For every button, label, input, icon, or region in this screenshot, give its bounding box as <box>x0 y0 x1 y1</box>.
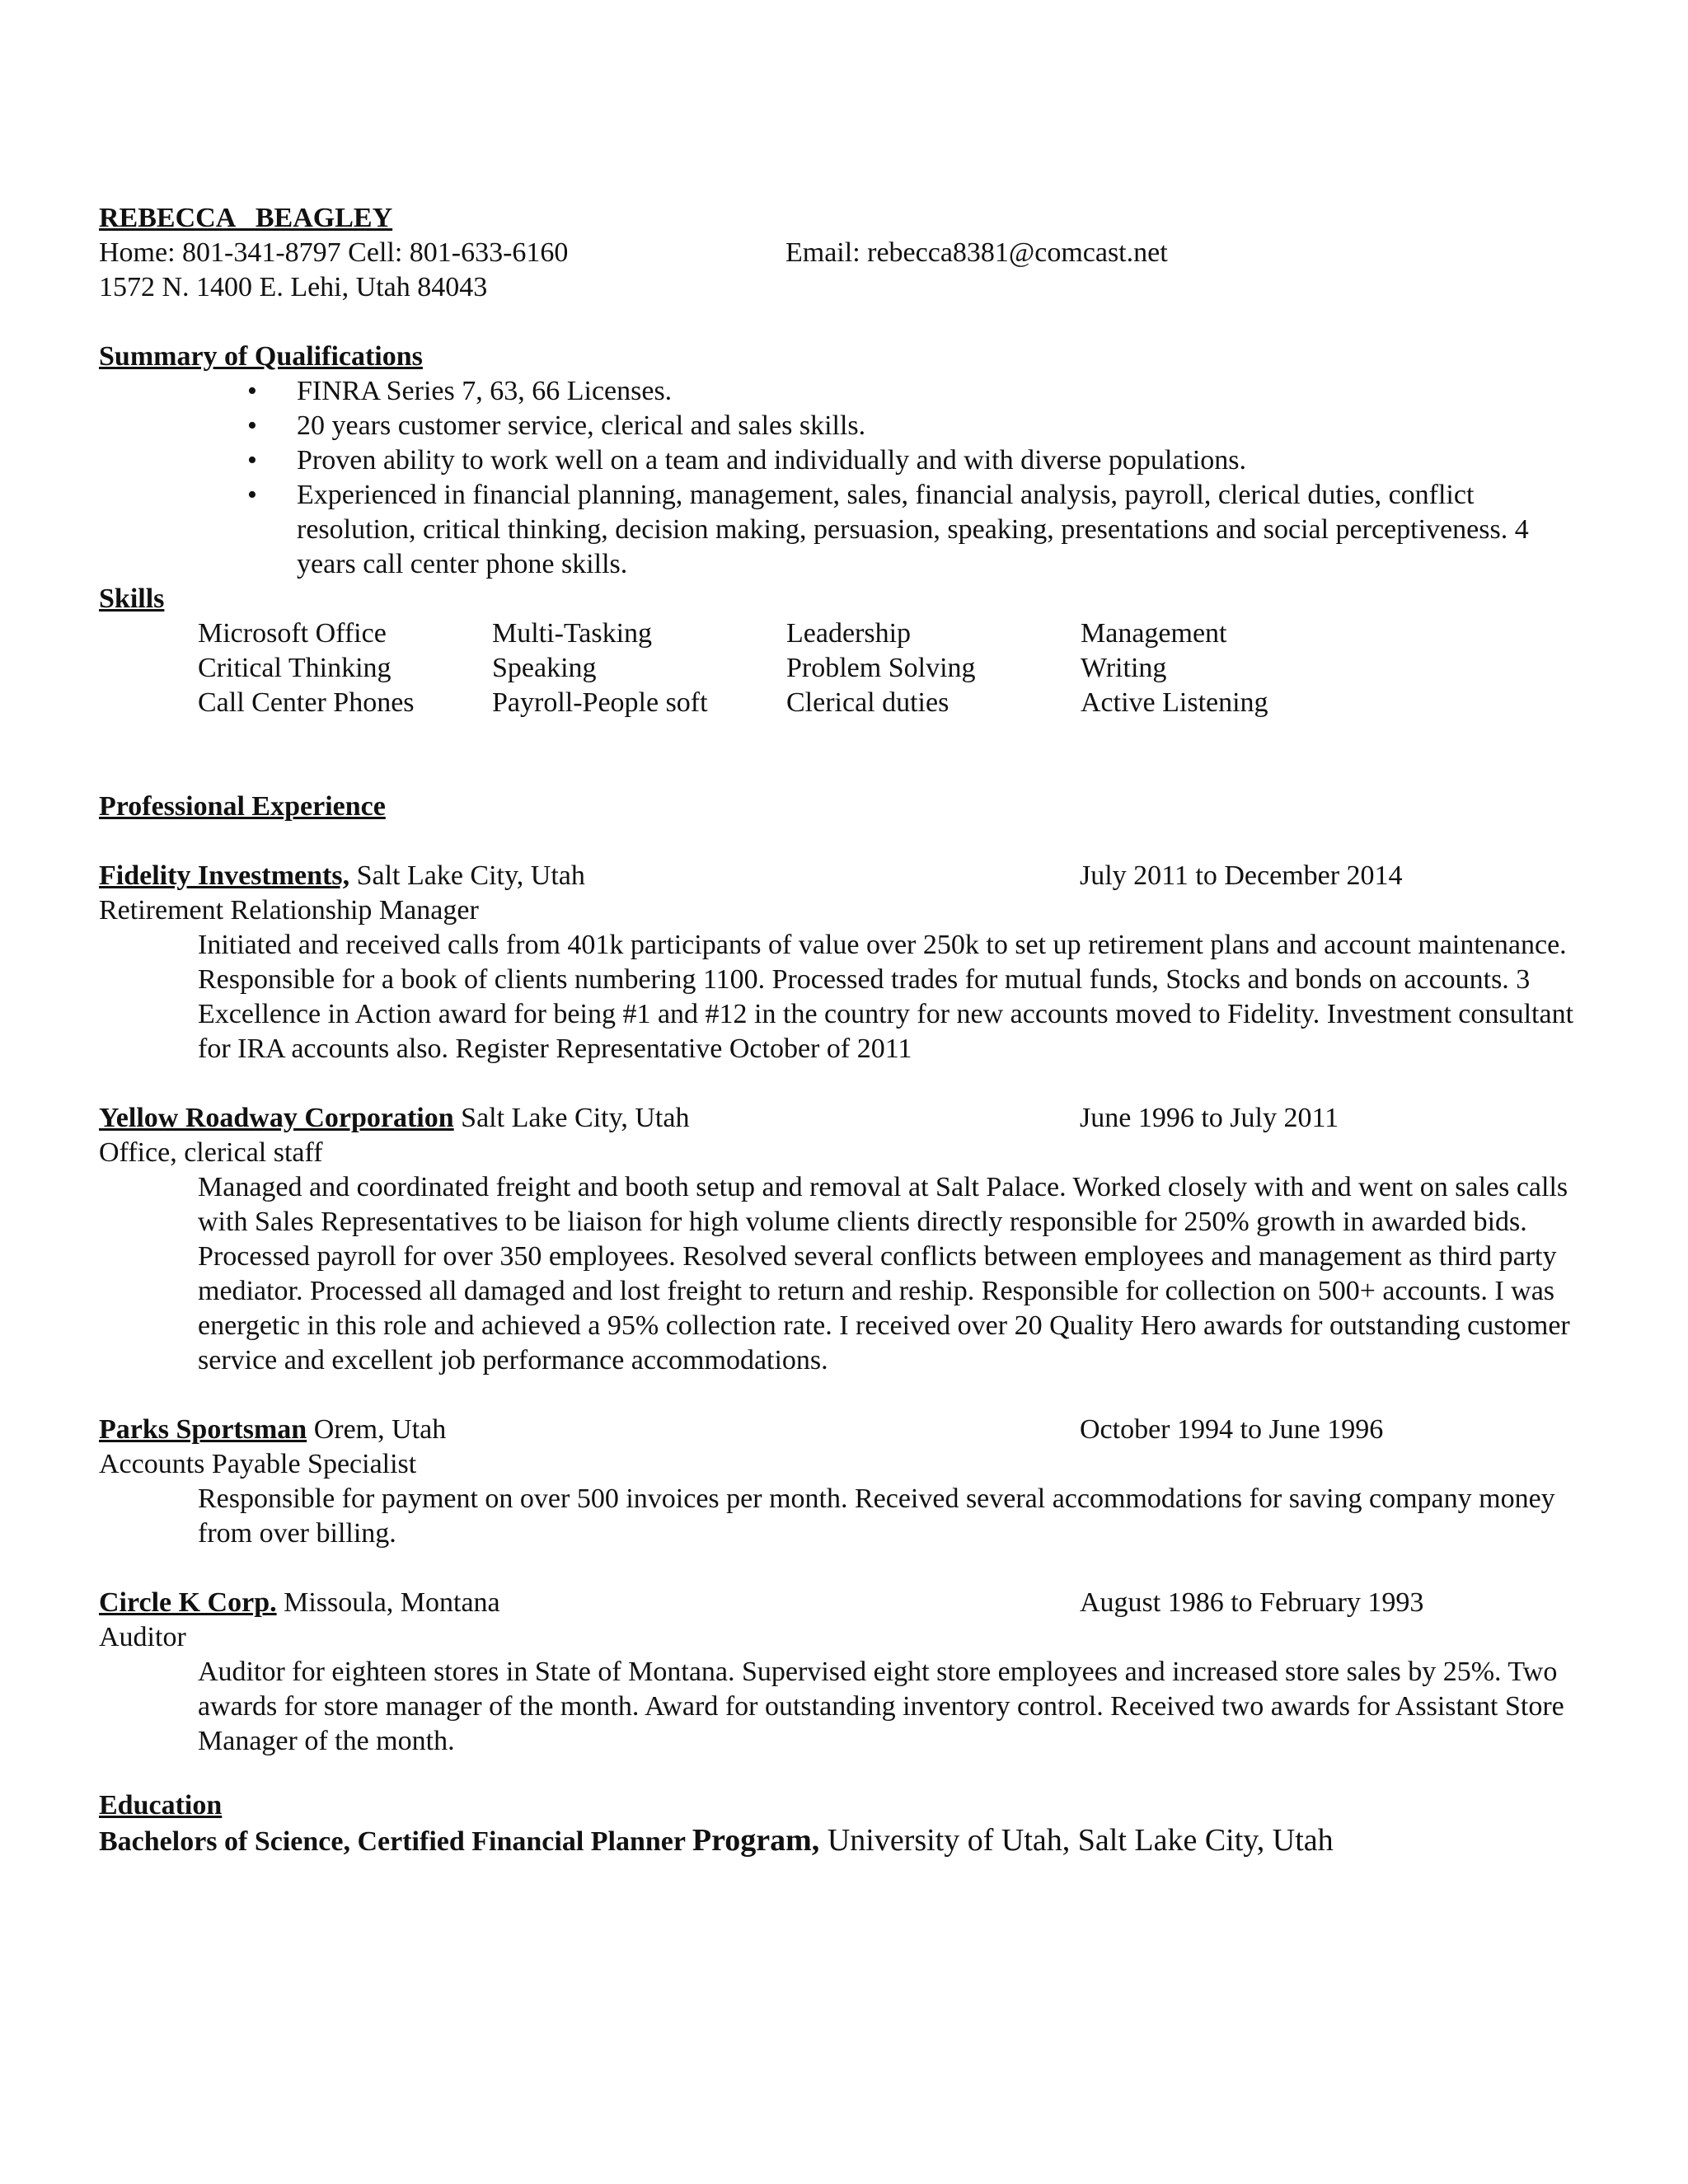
job-description: Auditor for eighteen stores in State of Montana. Supervised eight store employees and increased store sales by 25%. Two awards for store manager of the month. Award for outstanding inventory control. Received two awards for Assistant Store Manager of the month. <box>198 1657 1564 1756</box>
skill-item: Problem Solving <box>786 653 976 683</box>
job-title: Retirement Relationship Manager <box>99 895 479 926</box>
skill-item: Call Center Phones <box>198 687 415 718</box>
job-description: Initiated and received calls from 401k participants of value over 250k to set up retirement plans and account maintenance. Responsible for a book of clients numbering 1100. Processed trades for mutual funds, Stocks and bonds on accounts. 3 Excellence in Action award for being #1 and #12 in the country for new accounts moved to Fidelity. Investment consultant for IRA accounts also. Register Representative October of 2011 <box>198 930 1574 1064</box>
job-dates: June 1996 to July 2011 <box>1080 1103 1339 1133</box>
bullet-icon: • <box>247 480 257 510</box>
skills-grid <box>198 616 1375 720</box>
candidate-name: REBECCA BEAGLEY <box>99 203 393 233</box>
company-name: Yellow Roadway Corporation <box>99 1103 454 1133</box>
company-name: Fidelity Investments, <box>99 860 350 891</box>
skill-item: Microsoft Office <box>198 618 387 649</box>
skill-item: Critical Thinking <box>198 653 392 683</box>
company-location: Missoula, Montana <box>276 1587 500 1618</box>
job-title: Accounts Payable Specialist <box>99 1449 417 1479</box>
company-name: Circle K Corp. <box>99 1587 277 1618</box>
summary-bullet: • FINRA Series 7, 63, 66 Licenses. <box>247 374 1582 409</box>
job-entry <box>99 1413 1582 1551</box>
email-address: Email: rebecca8381@comcast.net <box>785 237 1168 268</box>
education-heading: Education <box>99 1790 223 1821</box>
degree-program: Program, <box>692 1823 820 1858</box>
skill-item: Clerical duties <box>786 687 950 718</box>
skill-item: Writing <box>1081 653 1167 683</box>
bullet-icon: • <box>247 445 257 476</box>
mailing-address: 1572 N. 1400 E. Lehi, Utah 84043 <box>99 272 488 302</box>
company-location: Salt Lake City, Utah <box>453 1103 690 1133</box>
experience-heading: Professional Experience <box>99 791 386 822</box>
job-dates: July 2011 to December 2014 <box>1080 860 1403 891</box>
job-entry <box>99 1101 1582 1378</box>
summary-heading: Summary of Qualifications <box>99 341 423 372</box>
bullet-icon: • <box>247 376 257 406</box>
job-description: Managed and coordinated freight and booth setup and removal at Salt Palace. Worked closely with and went on sales calls with Sales Representatives to be liaison for high volume clients directly responsible for 250% growth in awarded bids. Processed payroll for over 350 employees. Resolved several conflicts between employees and management as third party mediator. Processed all damaged and lost freight to return and reship. Responsible for collection on 500+ accounts. I was energetic in this role and achieved a 95% collection rate. I received over 20 Quality Hero awards for outstanding customer service and excellent job performance accommodations. <box>198 1172 1570 1376</box>
skill-item: Multi-Tasking <box>492 618 653 649</box>
summary-bullet: • Proven ability to work well on a team and individually and with diverse populations. <box>247 443 1582 478</box>
bullet-icon: • <box>247 410 257 441</box>
skill-item: Management <box>1081 618 1227 649</box>
degree: Bachelors of Science, Certified Financial Planner <box>99 1826 692 1857</box>
job-description: Responsible for payment on over 500 invoices per month. Received several accommodations for saving company money from over billing. <box>198 1483 1555 1549</box>
job-title: Auditor <box>99 1622 186 1652</box>
summary-bullet: • Experienced in financial planning, management, sales, financial analysis, payroll, clerical duties, conflict resolution, critical thinking, decision making, persuasion, speaking, presentations and social perceptiveness. 4 years call center phone skills. <box>247 480 1529 579</box>
skill-item: Leadership <box>786 618 912 649</box>
job-entry <box>99 859 1582 1066</box>
company-name: Parks Sportsman <box>99 1414 307 1445</box>
job-entry <box>99 1586 1582 1759</box>
job-dates: October 1994 to June 1996 <box>1080 1414 1384 1445</box>
school-name: University of Utah, Salt Lake City, Utah <box>819 1823 1334 1858</box>
summary-list <box>247 374 1582 582</box>
skills-heading: Skills <box>99 583 165 614</box>
skill-item: Payroll-People soft <box>492 687 708 718</box>
skill-item: Speaking <box>492 653 597 683</box>
phone-numbers: Home: 801-341-8797 Cell: 801-633-6160 <box>99 237 569 268</box>
education-entry <box>99 1823 1334 1859</box>
company-location: Orem, Utah <box>307 1414 447 1445</box>
summary-bullet: • 20 years customer service, clerical and sales skills. <box>247 409 1582 443</box>
company-location: Salt Lake City, Utah <box>349 860 585 891</box>
skill-item: Active Listening <box>1081 687 1268 718</box>
job-dates: August 1986 to February 1993 <box>1080 1587 1424 1618</box>
job-title: Office, clerical staff <box>99 1137 323 1168</box>
